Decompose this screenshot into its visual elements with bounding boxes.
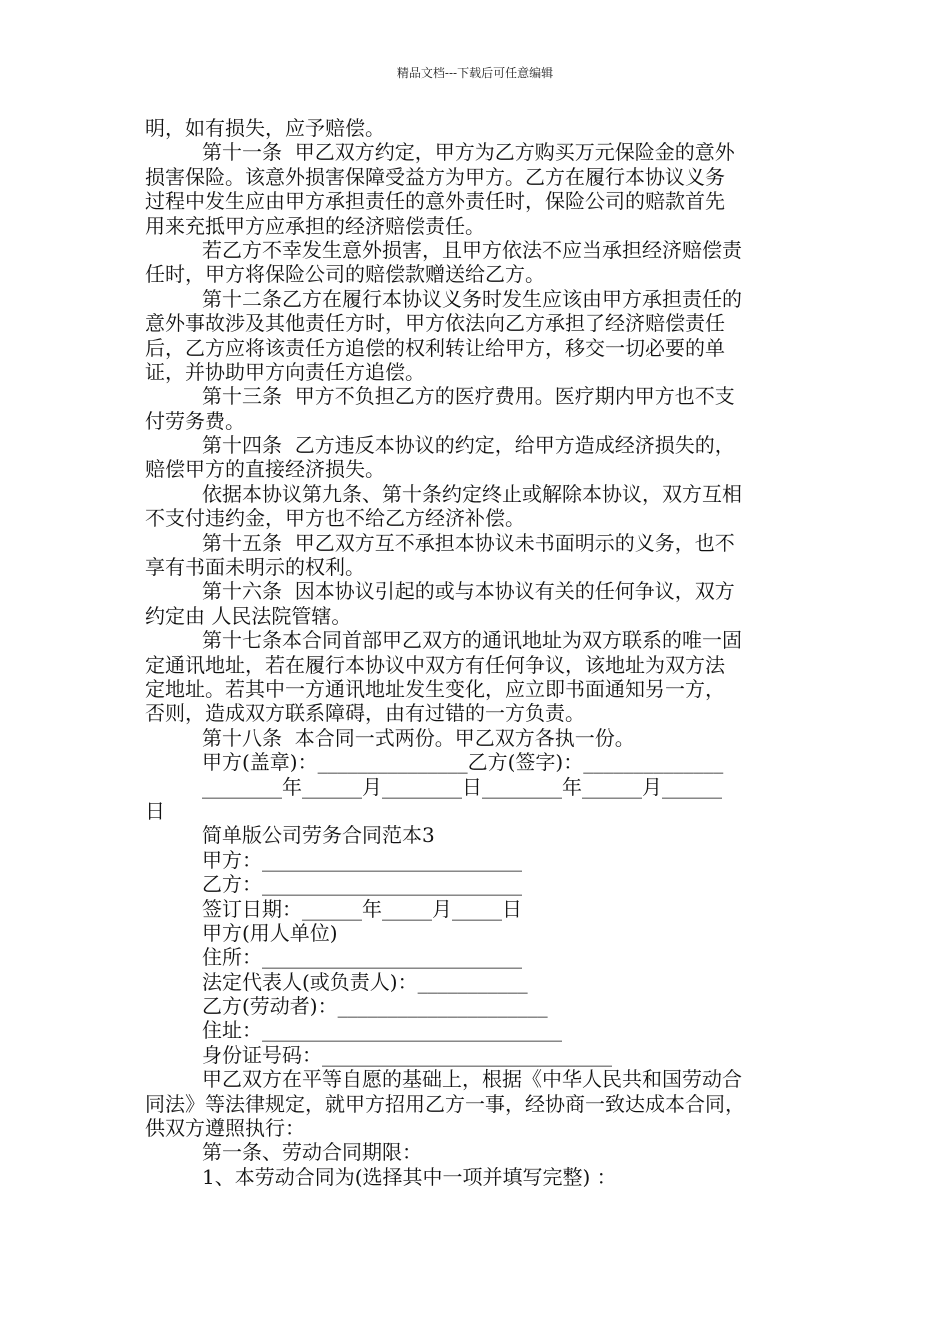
text-line: 签订日期：______年_____月_____日 (202, 896, 522, 921)
text-line: 身份证号码：_____________________________ (202, 1042, 612, 1067)
text-line: 享有书面未明示的权利。 (145, 555, 365, 580)
text-line: 付劳务费。 (145, 408, 245, 433)
text-line: 过程中发生应由甲方承担责任的意外责任时，保险公司的赔款首先 (145, 189, 725, 214)
text-line: 约定由 人民法院管辖。 (145, 603, 352, 628)
text-line: 意外事故涉及其他责任方时，甲方依法向乙方承担了经济赔偿责任 (145, 311, 725, 336)
text-line: 第十四条 乙方违反本协议的约定，给甲方造成经济损失的， (202, 433, 735, 458)
text-line: 乙方：__________________________ (202, 872, 522, 897)
text-line: 证，并协助甲方向责任方追偿。 (145, 359, 425, 384)
text-line: 定地址。若其中一方通讯地址发生变化，应立即书面通知另一方， (145, 676, 725, 701)
text-line: 甲方(用人单位) (202, 920, 338, 945)
text-line: 否则，造成双方联系障碍，由有过错的一方负责。 (145, 701, 585, 726)
text-line: 若乙方不幸发生意外损害，且甲方依法不应当承担经济赔偿责 (202, 237, 742, 262)
text-line: 甲方：__________________________ (202, 847, 522, 872)
text-line: 依据本协议第九条、第十条约定终止或解除本协议，双方互相 (202, 481, 742, 506)
text-line: 甲乙双方在平等自愿的基础上，根据《中华人民共和国劳动合 (202, 1067, 742, 1092)
text-line: 第一条、劳动合同期限： (202, 1140, 422, 1165)
text-line: 住址：______________________________ (202, 1018, 562, 1043)
text-line: 明，如有损失，应予赔偿。 (145, 116, 385, 140)
text-line: 乙方(劳动者)：_____________________ (202, 994, 548, 1019)
text-line: 定通讯地址，若在履行本协议中双方有任何争议，该地址为双方法 (145, 652, 725, 677)
text-line: 赔偿甲方的直接经济损失。 (145, 457, 385, 482)
text-line: 第十六条 因本协议引起的或与本协议有关的任何争议，双方 (202, 579, 735, 604)
text-line: 第十一条 甲乙双方约定，甲方为乙方购买万元保险金的意外 (202, 140, 735, 165)
text-line: 简单版公司劳务合同范本3 (202, 823, 435, 848)
text-line: 用来充抵甲方应承担的经济赔偿责任。 (145, 213, 485, 238)
text-line: 第十七条本合同首部甲乙双方的通讯地址为双方联系的唯一固 (202, 628, 742, 653)
text-line: 甲方(盖章)：_______________乙方(签字)：______________ (202, 750, 724, 775)
text-line: 第十二条乙方在履行本协议义务时发生应该由甲方承担责任的 (202, 286, 742, 311)
text-line: 第十三条 甲方不负担乙方的医疗费用。医疗期内甲方也不支 (202, 384, 735, 409)
text-line: 1、本劳动合同为(选择其中一项并填写完整) ： (202, 1164, 617, 1189)
text-line: 任时，甲方将保险公司的赔偿款赠送给乙方。 (145, 262, 545, 287)
document-body (145, 116, 817, 1189)
text-line: 日 (145, 798, 165, 823)
text-line: 第十八条 本合同一式两份。甲乙双方各执一份。 (202, 725, 635, 750)
text-line: 不支付违约金，甲方也不给乙方经济补偿。 (145, 506, 525, 531)
text-line: 损害保险。该意外损害保障受益方为甲方。乙方在履行本协议义务 (145, 164, 725, 189)
text-line: 后，乙方应将该责任方追偿的权利转让给甲方，移交一切必要的单 (145, 335, 725, 360)
text-line: ________年______月________日________年______月______ (202, 774, 722, 799)
page-header: 精品文档---下载后可任意编辑 (396, 66, 554, 80)
text-line: 同法》等法律规定，就甲方招用乙方一事，经协商一致达成本合同， (145, 1091, 745, 1116)
text-line: 第十五条 甲乙双方互不承担本协议未书面明示的义务，也不 (202, 530, 735, 555)
text-line: 法定代表人(或负责人)：___________ (202, 969, 528, 994)
text-line: 住所：__________________________ (202, 945, 522, 970)
text-line: 供双方遵照执行： (145, 1116, 305, 1141)
